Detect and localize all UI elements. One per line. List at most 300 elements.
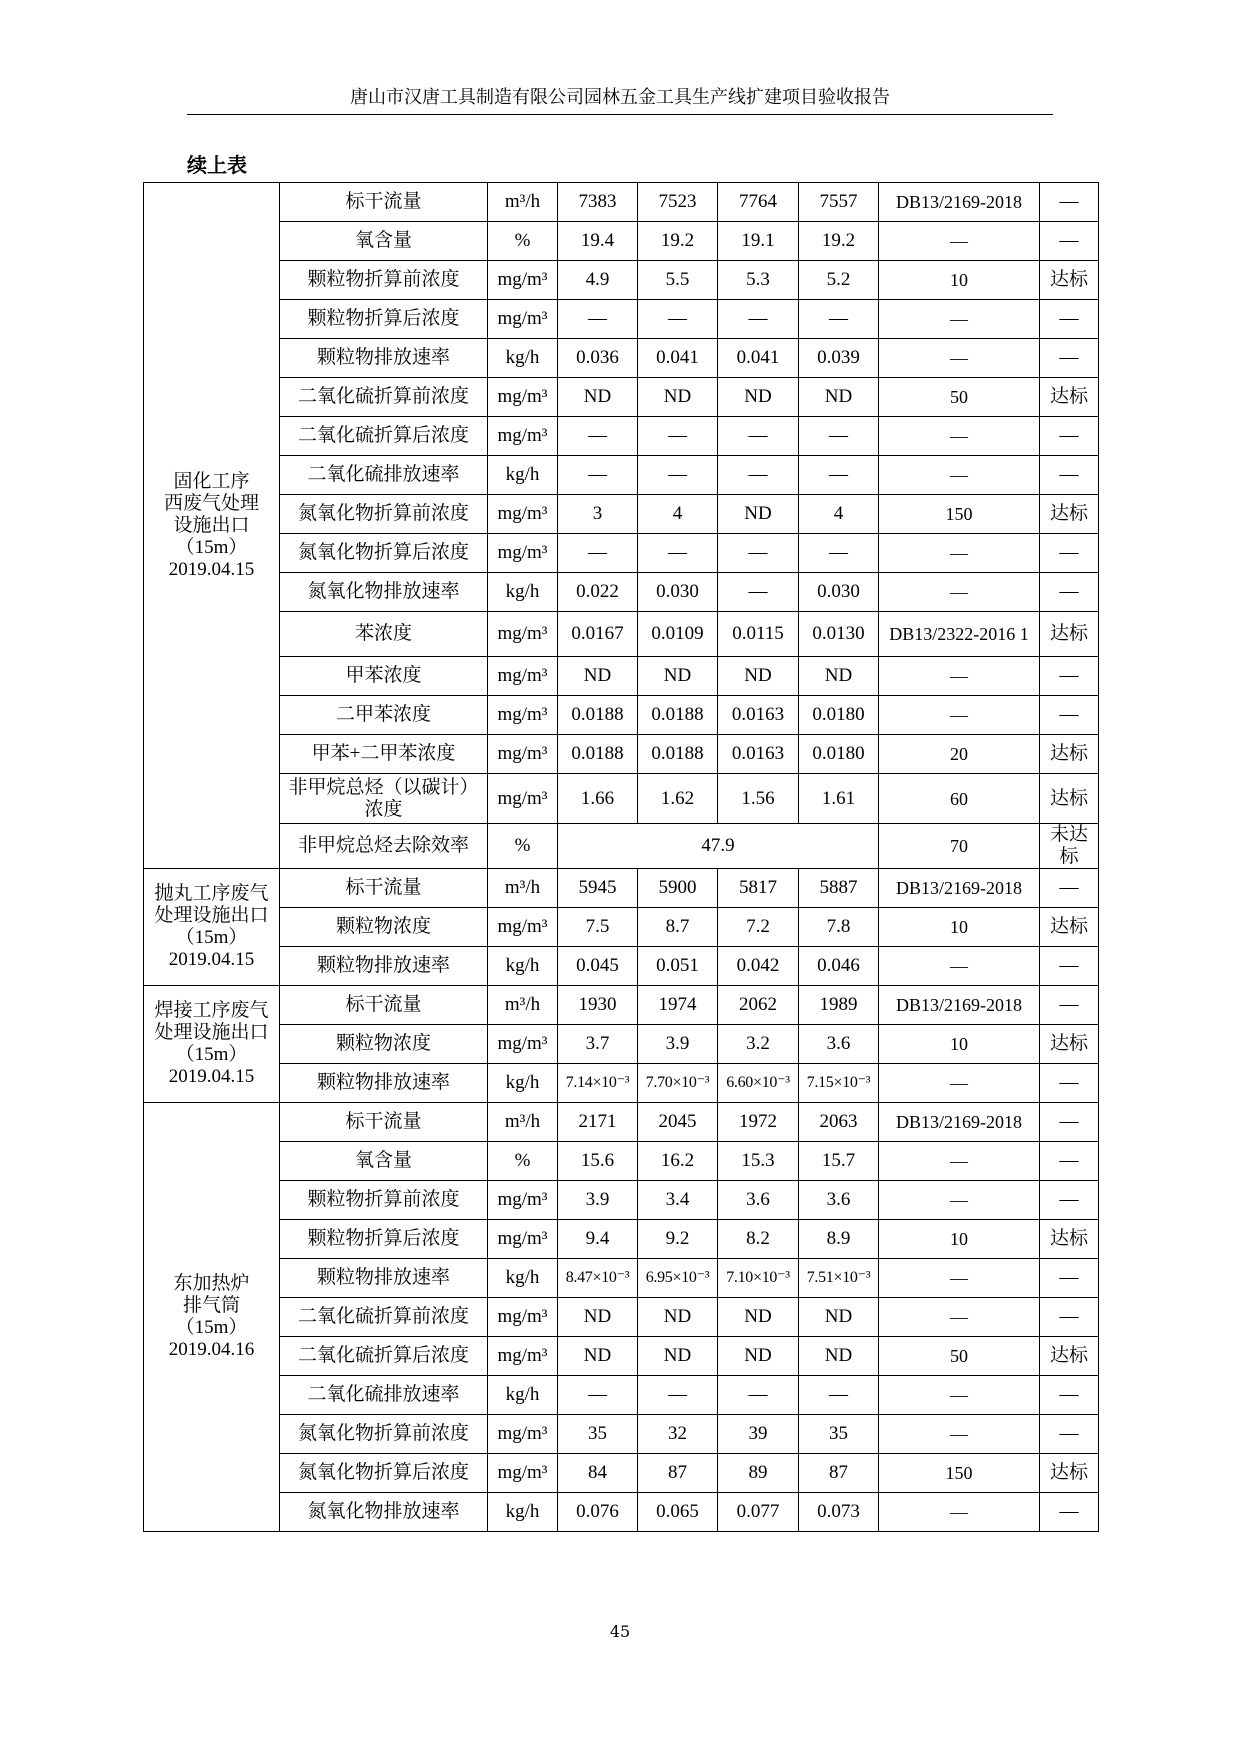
value-cell: ND [799,1298,879,1337]
unit-cell: mg/m³ [488,1220,558,1259]
value-cell: 0.046 [799,947,879,986]
value-cell: 0.036 [558,339,638,378]
item-cell: 氮氧化物折算后浓度 [280,534,488,573]
result-cell: — [1040,222,1099,261]
standard-cell: — [879,222,1040,261]
monitoring-site-line: 2019.04.15 [168,949,255,970]
value-cell: 32 [638,1415,718,1454]
table-row [144,456,1099,495]
value-cell: — [799,534,879,573]
value-cell: ND [799,378,879,417]
table-row [144,1337,1099,1376]
standard-cell: — [879,1181,1040,1220]
item-cell: 非甲烷总烃（以碳计）浓度 [280,774,488,824]
result-cell: — [1040,696,1099,735]
value-cell: 3.7 [558,1025,638,1064]
value-cell: ND [718,657,799,696]
result-cell: 达标 [1040,735,1099,774]
table-row [144,378,1099,417]
item-cell: 标干流量 [280,869,488,908]
monitoring-site-line: 排气筒 [182,1295,240,1316]
value-cell: 7.8 [799,908,879,947]
standard-cell: — [879,1493,1040,1532]
unit-cell: mg/m³ [488,735,558,774]
monitoring-site-line: 2019.04.15 [168,1066,255,1087]
value-cell: 3 [558,495,638,534]
item-cell: 二氧化硫折算前浓度 [280,1298,488,1337]
value-cell: 0.0188 [558,735,638,774]
table-row [144,495,1099,534]
value-cell: ND [718,1337,799,1376]
result-cell: — [1040,1259,1099,1298]
item-cell: 苯浓度 [280,612,488,657]
value-cell: 3.4 [638,1181,718,1220]
value-cell: — [718,573,799,612]
item-cell: 标干流量 [280,986,488,1025]
value-cell: 6.60×10⁻³ [718,1064,799,1103]
value-cell: 0.0180 [799,735,879,774]
value-cell: 3.9 [558,1181,638,1220]
result-cell: — [1040,1376,1099,1415]
standard-cell: DB13/2169-2018 [879,869,1040,908]
item-cell: 二氧化硫折算后浓度 [280,1337,488,1376]
unit-cell: mg/m³ [488,300,558,339]
value-cell: ND [638,657,718,696]
value-cell: — [638,1376,718,1415]
table-row [144,869,1099,908]
value-cell: 0.045 [558,947,638,986]
result-cell: — [1040,1415,1099,1454]
standard-cell: — [879,417,1040,456]
result-cell: — [1040,947,1099,986]
result-cell: — [1040,456,1099,495]
value-cell: 0.0188 [638,696,718,735]
value-cell: ND [718,1298,799,1337]
unit-cell: kg/h [488,947,558,986]
table-row [144,1376,1099,1415]
value-cell: 0.030 [799,573,879,612]
item-cell: 二氧化硫折算后浓度 [280,417,488,456]
monitoring-site-cell [144,183,280,869]
unit-cell: m³/h [488,183,558,222]
unit-cell: kg/h [488,1493,558,1532]
standard-cell: DB13/2322-2016 1 [879,612,1040,657]
monitoring-site-line: （15m） [175,536,248,558]
item-cell: 颗粒物排放速率 [280,947,488,986]
monitoring-site-line: 东加热炉 [173,1273,250,1294]
item-cell: 颗粒物折算后浓度 [280,1220,488,1259]
item-cell: 氧含量 [280,1142,488,1181]
value-cell: 0.041 [718,339,799,378]
value-cell: 5887 [799,869,879,908]
table-row [144,534,1099,573]
standard-cell: — [879,1298,1040,1337]
continued-label: 续上表 [187,153,247,177]
table-row [144,612,1099,657]
result-cell: 达标 [1040,1454,1099,1493]
value-cell: 2171 [558,1103,638,1142]
value-cell: ND [638,1337,718,1376]
value-cell: 1930 [558,986,638,1025]
unit-cell: m³/h [488,986,558,1025]
monitoring-site-line: （15m） [175,927,248,948]
unit-cell: mg/m³ [488,657,558,696]
table-row [144,1259,1099,1298]
item-cell: 二甲苯浓度 [280,696,488,735]
unit-cell: mg/m³ [488,774,558,824]
value-cell: 15.6 [558,1142,638,1181]
value-cell: — [718,456,799,495]
unit-cell: mg/m³ [488,1181,558,1220]
result-cell: 未达标 [1040,824,1099,869]
monitoring-site-line: 固化工序 [173,470,250,492]
standard-cell: 70 [879,824,1040,869]
value-cell: — [718,534,799,573]
result-cell: 达标 [1040,1337,1099,1376]
result-cell: — [1040,300,1099,339]
standard-cell: 50 [879,1337,1040,1376]
value-cell: 7.70×10⁻³ [638,1064,718,1103]
value-cell: 35 [558,1415,638,1454]
result-cell: — [1040,534,1099,573]
item-cell: 氮氧化物折算后浓度 [280,1454,488,1493]
monitoring-site-cell [144,986,280,1103]
header-rule [187,114,1053,115]
standard-cell: DB13/2169-2018 [879,183,1040,222]
value-cell: 7.51×10⁻³ [799,1259,879,1298]
item-cell: 二氧化硫排放速率 [280,456,488,495]
value-cell: 0.0188 [558,696,638,735]
table-row [144,908,1099,947]
standard-cell: DB13/2169-2018 [879,986,1040,1025]
result-cell: — [1040,1064,1099,1103]
table-row [144,696,1099,735]
item-cell: 颗粒物浓度 [280,1025,488,1064]
table-row [144,947,1099,986]
item-cell: 二氧化硫折算前浓度 [280,378,488,417]
unit-cell: mg/m³ [488,1025,558,1064]
value-cell: ND [558,657,638,696]
standard-cell: 50 [879,378,1040,417]
value-cell: 7.10×10⁻³ [718,1259,799,1298]
value-cell: 0.0188 [638,735,718,774]
standard-cell: — [879,1064,1040,1103]
result-cell: 达标 [1040,495,1099,534]
value-cell: — [638,300,718,339]
value-cell: 15.7 [799,1142,879,1181]
value-cell: 7.5 [558,908,638,947]
value-cell: — [558,417,638,456]
value-cell: 1.56 [718,774,799,824]
monitoring-site-line: 焊接工序废气 [154,1000,269,1021]
value-cell: 1974 [638,986,718,1025]
unit-cell: % [488,1142,558,1181]
unit-cell: mg/m³ [488,1454,558,1493]
value-cell: 0.0115 [718,612,799,657]
table-row [144,657,1099,696]
value-cell: 3.6 [718,1181,799,1220]
standard-cell: — [879,1376,1040,1415]
value-cell: 0.039 [799,339,879,378]
standard-cell: 150 [879,1454,1040,1493]
item-cell: 标干流量 [280,1103,488,1142]
value-cell: 7.15×10⁻³ [799,1064,879,1103]
result-cell: — [1040,339,1099,378]
table-row [144,986,1099,1025]
value-cell: — [558,1376,638,1415]
standard-cell: 60 [879,774,1040,824]
item-cell: 甲苯+二甲苯浓度 [280,735,488,774]
value-cell: — [799,456,879,495]
table-row [144,1142,1099,1181]
result-cell: — [1040,1181,1099,1220]
value-cell: 0.0167 [558,612,638,657]
value-cell: 7557 [799,183,879,222]
value-cell: 8.47×10⁻³ [558,1259,638,1298]
value-cell: 87 [638,1454,718,1493]
result-cell: — [1040,417,1099,456]
value-cell: 7383 [558,183,638,222]
standard-cell: — [879,696,1040,735]
item-cell: 颗粒物折算后浓度 [280,300,488,339]
standard-cell: DB13/2169-2018 [879,1103,1040,1142]
value-cell: 5.2 [799,261,879,300]
merged-value-cell: 47.9 [558,824,879,869]
value-cell: 3.2 [718,1025,799,1064]
unit-cell: mg/m³ [488,1415,558,1454]
result-cell: — [1040,1493,1099,1532]
value-cell: ND [638,1298,718,1337]
unit-cell: mg/m³ [488,1337,558,1376]
unit-cell: mg/m³ [488,534,558,573]
standard-cell: 10 [879,1025,1040,1064]
result-cell: — [1040,869,1099,908]
value-cell: ND [558,378,638,417]
table-body [144,183,1099,1532]
value-cell: 4 [638,495,718,534]
value-cell: 4.9 [558,261,638,300]
standard-cell: — [879,1142,1040,1181]
result-cell: 达标 [1040,774,1099,824]
standard-cell: — [879,657,1040,696]
monitoring-site-line: 抛丸工序废气 [154,883,269,904]
item-cell: 颗粒物排放速率 [280,1064,488,1103]
value-cell: 39 [718,1415,799,1454]
result-cell: — [1040,657,1099,696]
unit-cell: kg/h [488,573,558,612]
result-cell: 达标 [1040,1025,1099,1064]
table-row [144,1415,1099,1454]
unit-cell: % [488,222,558,261]
value-cell: ND [799,1337,879,1376]
value-cell: 0.073 [799,1493,879,1532]
table-row [144,339,1099,378]
item-cell: 甲苯浓度 [280,657,488,696]
monitoring-site-line: （15m） [175,1317,248,1338]
standard-cell: — [879,300,1040,339]
value-cell: 0.042 [718,947,799,986]
value-cell: 8.2 [718,1220,799,1259]
value-cell: 5.5 [638,261,718,300]
monitoring-site-cell [144,869,280,986]
item-cell: 颗粒物浓度 [280,908,488,947]
value-cell: — [638,456,718,495]
value-cell: 6.95×10⁻³ [638,1259,718,1298]
value-cell: — [558,534,638,573]
value-cell: 9.2 [638,1220,718,1259]
value-cell: ND [558,1337,638,1376]
value-cell: — [799,300,879,339]
standard-cell: — [879,1415,1040,1454]
value-cell: 3.6 [799,1025,879,1064]
unit-cell: % [488,824,558,869]
value-cell: 7523 [638,183,718,222]
item-cell: 颗粒物折算前浓度 [280,1181,488,1220]
table-row [144,1493,1099,1532]
value-cell: 0.030 [638,573,718,612]
table-row [144,1220,1099,1259]
item-cell: 氮氧化物折算前浓度 [280,1415,488,1454]
value-cell: — [558,456,638,495]
unit-cell: mg/m³ [488,378,558,417]
table-row [144,183,1099,222]
standard-cell: 150 [879,495,1040,534]
value-cell: 8.9 [799,1220,879,1259]
value-cell: 35 [799,1415,879,1454]
value-cell: 4 [799,495,879,534]
value-cell: — [718,417,799,456]
value-cell: — [718,1376,799,1415]
value-cell: 15.3 [718,1142,799,1181]
standard-cell: 10 [879,261,1040,300]
unit-cell: mg/m³ [488,495,558,534]
result-cell: 达标 [1040,378,1099,417]
unit-cell: mg/m³ [488,1298,558,1337]
unit-cell: mg/m³ [488,261,558,300]
monitoring-results-table [143,182,1099,1532]
item-cell: 二氧化硫排放速率 [280,1376,488,1415]
value-cell: 2045 [638,1103,718,1142]
standard-cell: — [879,1259,1040,1298]
unit-cell: mg/m³ [488,417,558,456]
item-cell: 标干流量 [280,183,488,222]
result-cell: — [1040,1298,1099,1337]
result-cell: — [1040,573,1099,612]
table-row [144,1025,1099,1064]
item-cell: 颗粒物排放速率 [280,339,488,378]
unit-cell: kg/h [488,1376,558,1415]
value-cell: ND [558,1298,638,1337]
standard-cell: — [879,534,1040,573]
item-cell: 颗粒物排放速率 [280,1259,488,1298]
monitoring-site-line: 处理设施出口 [154,905,269,926]
table-row [144,1103,1099,1142]
value-cell: 1.66 [558,774,638,824]
value-cell: — [799,1376,879,1415]
report-header-title: 唐山市汉唐工具制造有限公司园林五金工具生产线扩建项目验收报告 [350,87,890,108]
item-cell: 颗粒物折算前浓度 [280,261,488,300]
item-cell: 氮氧化物排放速率 [280,1493,488,1532]
table-row [144,417,1099,456]
result-cell: — [1040,1103,1099,1142]
page-number: 45 [609,1622,631,1641]
monitoring-site-line: 2019.04.16 [168,1339,255,1360]
table-row [144,774,1099,824]
value-cell: 1972 [718,1103,799,1142]
monitoring-site-line: 2019.04.15 [168,558,255,580]
unit-cell: mg/m³ [488,908,558,947]
standard-cell: — [879,339,1040,378]
table-row [144,735,1099,774]
standard-cell: — [879,947,1040,986]
table-row [144,300,1099,339]
standard-cell: 20 [879,735,1040,774]
value-cell: 7.2 [718,908,799,947]
result-cell: — [1040,183,1099,222]
value-cell: 0.065 [638,1493,718,1532]
unit-cell: mg/m³ [488,612,558,657]
value-cell: 0.0109 [638,612,718,657]
unit-cell: m³/h [488,1103,558,1142]
standard-cell: — [879,456,1040,495]
value-cell: 0.0180 [799,696,879,735]
table-row [144,1454,1099,1493]
value-cell: 19.4 [558,222,638,261]
unit-cell: kg/h [488,456,558,495]
result-cell: 达标 [1040,612,1099,657]
value-cell: 1.62 [638,774,718,824]
unit-cell: kg/h [488,1064,558,1103]
value-cell: 0.022 [558,573,638,612]
result-cell: 达标 [1040,908,1099,947]
unit-cell: kg/h [488,339,558,378]
result-cell: — [1040,986,1099,1025]
table-row [144,222,1099,261]
value-cell: 0.041 [638,339,718,378]
result-cell: — [1040,1142,1099,1181]
result-cell: 达标 [1040,1220,1099,1259]
result-cell: 达标 [1040,261,1099,300]
value-cell: — [638,534,718,573]
table-row [144,1064,1099,1103]
value-cell: ND [799,657,879,696]
value-cell: ND [638,378,718,417]
table-row [144,1181,1099,1220]
value-cell: 5817 [718,869,799,908]
value-cell: — [799,417,879,456]
value-cell: 2062 [718,986,799,1025]
value-cell: 3.9 [638,1025,718,1064]
unit-cell: mg/m³ [488,696,558,735]
value-cell: 7.14×10⁻³ [558,1064,638,1103]
item-cell: 氮氧化物折算前浓度 [280,495,488,534]
item-cell: 非甲烷总烃去除效率 [280,824,488,869]
table-row [144,1298,1099,1337]
monitoring-site-line: （15m） [175,1044,248,1065]
standard-cell: — [879,573,1040,612]
value-cell: 0.0130 [799,612,879,657]
table-row [144,824,1099,869]
value-cell: 2063 [799,1103,879,1142]
value-cell: 5945 [558,869,638,908]
unit-cell: kg/h [488,1259,558,1298]
value-cell: 0.077 [718,1493,799,1532]
monitoring-site-line: 西废气处理 [163,492,259,514]
value-cell: — [638,417,718,456]
table-row [144,573,1099,612]
value-cell: 0.076 [558,1493,638,1532]
value-cell: 87 [799,1454,879,1493]
